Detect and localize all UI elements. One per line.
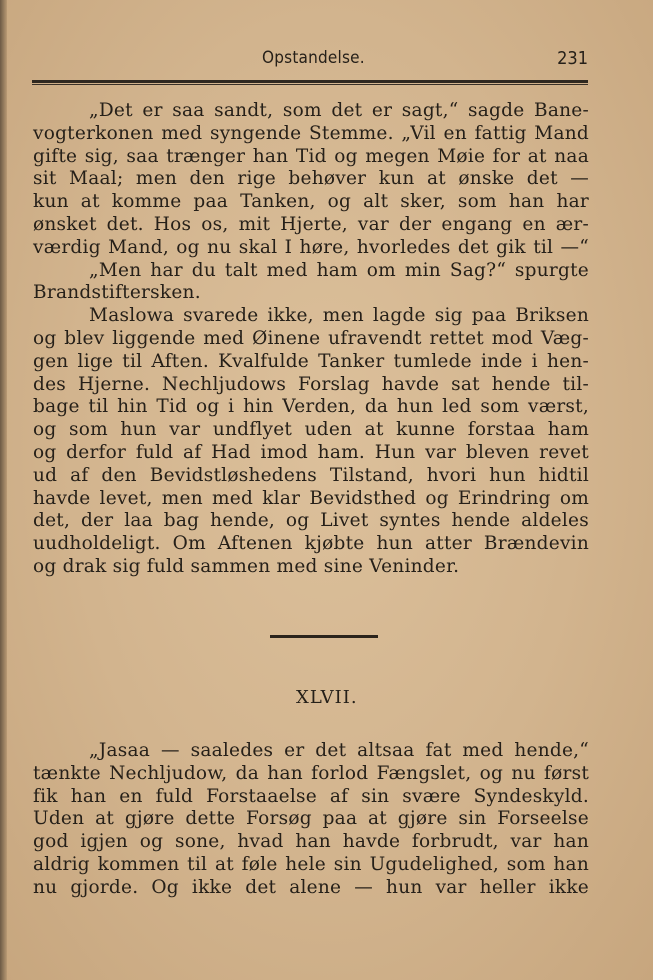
text-line: gifte sig, saa trænger han Tid og megen Møie for at naa xyxy=(33,145,589,167)
text-line: god igjen og sone, hvad han havde forbrudt, var han xyxy=(33,831,589,853)
text-line: værdig Mand, og nu skal I høre, hvorledes det gik til —“ xyxy=(33,236,589,258)
text-line: Maslowa svarede ikke, men lagde sig paa Briksen xyxy=(89,305,589,327)
text-line: des Hjerne. Nechljudows Forslag havde sat hende til- xyxy=(33,373,589,395)
text-line: „Det er saa sandt, som det er sagt,“ sagde Bane- xyxy=(89,100,589,121)
text-line: og drak sig fuld sammen med sine Veninder. xyxy=(33,555,460,577)
text-line: og som hun var undflyet uden at kunne forstaa ham xyxy=(33,419,589,441)
text-line: vogterkonen med syngende Stemme. „Vil en fattig Mand xyxy=(33,122,589,144)
running-title: Opstandelse. xyxy=(262,48,365,68)
text-line: sit Maal; men den rige behøver kun at ønske det — xyxy=(33,168,589,190)
text-line: gen lige til Aften. Kvalfulde Tanker tumlede inde i hen- xyxy=(33,350,589,372)
chapter-heading: XLVII. xyxy=(296,687,358,708)
header-rule xyxy=(32,80,588,83)
text-line: det, der laa bag hende, og Livet syntes hende aldeles xyxy=(33,510,589,532)
text-line: og derfor fuld af Had imod ham. Hun var bleven revet xyxy=(33,441,589,463)
text-line: bage til hin Tid og i hin Verden, da hun led som værst, xyxy=(33,396,589,418)
text-line: kun at komme paa Tanken, og alt sker, som han har xyxy=(33,191,589,213)
section-separator xyxy=(270,635,378,638)
text-line: og blev liggende med Øinene ufravendt rettet mod Væg- xyxy=(33,327,589,349)
text-line: nu gjorde. Og ikke det alene — hun var heller ikke xyxy=(33,876,589,898)
section-text-1 xyxy=(33,100,589,579)
text-line: Brandstiftersken. xyxy=(33,282,201,304)
text-line: ud af den Bevidstløshedens Tilstand, hvori hun hidtil xyxy=(33,464,589,486)
text-line: „Men har du talt med ham om min Sag?“ spurgte xyxy=(89,259,589,281)
page-header xyxy=(30,48,588,74)
text-line: Uden at gjøre dette Forsøg paa at gjøre sin Forseelse xyxy=(33,808,589,830)
page-number: 231 xyxy=(557,48,588,69)
text-line: uudholdeligt. Om Aftenen kjøbte hun atter Brændevin xyxy=(33,533,589,555)
text-line: fik han en fuld Forstaaelse af sin svære Syndeskyld. xyxy=(33,785,589,807)
header-rule-thin xyxy=(32,84,588,85)
text-line: ønsket det. Hos os, mit Hjerte, var der engang en ær- xyxy=(33,213,589,235)
text-line: „Jasaa — saaledes er det altsaa fat med hende,“ xyxy=(89,740,589,761)
page-gutter xyxy=(0,0,7,980)
text-line: tænkte Nechljudow, da han forlod Fængslet, og nu først xyxy=(33,762,589,784)
text-line: havde levet, men med klar Bevidsthed og Erindring om xyxy=(33,487,589,509)
text-line: aldrig kommen til at føle hele sin Ugudelighed, som han xyxy=(33,853,589,875)
section-text-2 xyxy=(33,740,589,900)
